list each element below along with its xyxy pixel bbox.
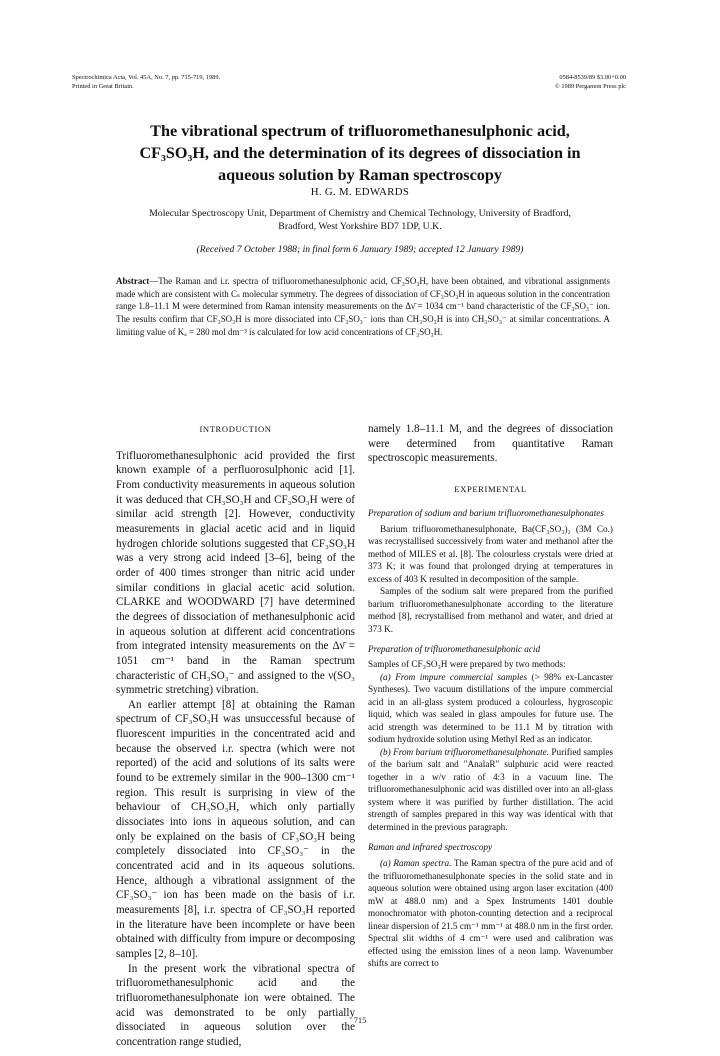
author-name: H. G. M. EDWARDS bbox=[310, 186, 410, 198]
salts-paragraph-2: Samples of the sodium salt were prepared from the purified barium trifluoromethanesulphonate according to the literature method [8], recrystallised from methanol and water, and dried at 373 K. bbox=[368, 586, 613, 634]
abstract-text: —The Raman and i.r. spectra of trifluoromethanesulphonic acid, CF₃SO₃H, have been obtained, and vibrational assignments made which are consistent with Cₛ molecular symmetry. The degrees of dissociation of CF₃SO₃H in aqueous solution in the concentration range 1.8–11.1 M were determined from Raman intensity measurements on the Δν̄ = 1034 cm⁻¹ band characteristic of the CF₃SO₃⁻ ion. The results confirm that CF₃SO₃H is more dissociated into CF₃SO₃⁻ ions than CH₃SO₃H is into CH₃SO₃⁻ at similar concentrations. A limiting value of Kₐ = 280 mol dm⁻³ is calculated for low acid concentrations of CF₃SO₃H. bbox=[116, 276, 610, 337]
title-line-3: aqueous solution by Raman spectroscopy bbox=[218, 166, 502, 184]
intro-continuation: namely 1.8–11.1 M, and the degrees of dissociation were determined from quantitative Raman spectroscopic measurements. bbox=[368, 423, 613, 465]
code-line-2: © 1989 Pergamon Press plc bbox=[554, 83, 626, 90]
abstract-label: Abstract bbox=[116, 276, 150, 286]
acid-method-a-label: (a) From impure commercial samples bbox=[380, 671, 528, 682]
subheading-acid: Preparation of trifluoromethanesulphonic acid bbox=[368, 644, 541, 655]
subheading-salts: Preparation of sodium and barium trifluoromethanesulphonates bbox=[368, 507, 604, 518]
intro-paragraph-1: Trifluoromethanesulphonic acid provided the first known example of a perfluorosulphonic acid [1]. From conductivity measurements in aqueous solution it was deduced that CH₃SO₃H and CF₃SO₃H were of similar acid strength [2]. However, conductivity measurements in glacial acetic acid and in liquid hydrogen chloride solutions suggested that CF₃SO₃H was a very strong acid indeed [3–6], being of the order of 400 times stronger than nitric acid under similar conditions in glacial acetic acid solution. CLARKE and WOODWARD [7] have determined the degrees of dissociation of methanesulphonic acid in aqueous solution at different acid concentrations from integrated intensity measurements on the Δν̄ = 1051 cm⁻¹ band in the Raman spectrum characteristic of CH₃SO₃⁻ and assigned to the ν(SO₃ symmetric stretching) vibration. bbox=[116, 449, 355, 697]
intro-paragraph-3: In the present work the vibrational spectra of trifluoromethanesulphonic acid and the trifluoromethanesulphonate ion were obtained. The acid was demonstrated to be only partially dissociated in aqueous solution over the concentration range studied, bbox=[116, 962, 355, 1048]
acid-paragraph-intro: Samples of CF₃SO₃H were prepared by two methods: bbox=[368, 659, 566, 670]
affiliation bbox=[90, 207, 630, 233]
acid-method-a bbox=[368, 671, 613, 746]
affiliation-line-1: Molecular Spectroscopy Unit, Department of Chemistry and Chemical Technology, University of Bradford, bbox=[149, 208, 571, 219]
intro-paragraph-2: An earlier attempt [8] at obtaining the Raman spectrum of CF₃SO₃H was unsuccessful because of fluorescent impurities in the concentrated acid and because the observed i.r. spectra (which were not reported) of the acid and solutions of its salts were found to be extremely similar in the 900–1300 cm⁻¹ region. This result is surprising in view of the behaviour of CH₃SO₃H, which only partially dissociates into ions in aqueous solution, and can only be explained on the basis of CF₃SO₃H being completely dissociated into CF₃SO₃⁻ in the concentrated acid and in its aqueous solutions. Hence, although a vibrational assignment of the CF₃SO₃⁻ ion has been made on the basis of i.r. measurements [8], i.r. spectra of CF₃SO₃H reported in the literature have been incomplete or have been obtained with difficulty from impure or decomposing samples [2, 8–10]. bbox=[116, 698, 355, 960]
journal-line-1: Spectrochimica Acta, Vol. 45A, No. 7, pp. 715-719, 1989. bbox=[72, 74, 221, 81]
abstract bbox=[116, 275, 610, 339]
acid-method-b-text: Purified samples of the barium salt and "AnalaR" sulphuric acid were reacted together in a w/v ratio of 4:3 in a vacuum line. The trifluoromethanesulphonic acid was distilled over into an all-glass system where it was purified by further distillation. The acid strength of samples prepared in this way was identical with that determined in the previous paragraph. bbox=[368, 746, 613, 832]
acid-method-a-text: (> 98% ex-Lancaster Syntheses). Two vacuum distillations of the impure commercial acid in an all-glass system produced a colourless, hygroscopic liquid, which was sealed in glass ampoules for future use. The acid strength was determined to be 11.1 M by titration with sodium hydroxide solution using Methyl Red as an indicator. bbox=[368, 671, 613, 745]
code-line-1: 0584-8539/89 $3.00+0.00 bbox=[559, 74, 626, 81]
left-column bbox=[116, 422, 355, 1050]
page-number: 715 bbox=[353, 1015, 367, 1025]
acid-method-b bbox=[368, 746, 613, 834]
raman-spectra-label: (a) Raman spectra. bbox=[380, 858, 452, 869]
journal-line-2: Printed in Great Britain. bbox=[72, 83, 134, 90]
raman-spectra-paragraph bbox=[368, 857, 613, 970]
received-dates: (Received 7 October 1988; in final form 6 January 1989; accepted 12 January 1989) bbox=[196, 244, 524, 255]
introduction-heading: INTRODUCTION bbox=[199, 424, 272, 434]
journal-citation bbox=[72, 73, 220, 91]
raman-spectra-text: The Raman spectra of the pure acid and of the trifluoromethanesulphonate species in the solid state and in aqueous solution were obtained using argon laser excitation (400 mW at 488.0 nm) and a Spex Instruments 1401 double monochromator with photon-counting detection and a reciprocal linear dispersion of 21.5 cm⁻¹ mm⁻¹ at 488.0 nm in the first order. Spectral slit widths of 4 cm⁻¹ were used and calibration was effected using the emission lines of a neon lamp. Wavenumber shifts are correct to bbox=[368, 858, 613, 969]
article-title bbox=[90, 120, 630, 186]
affiliation-line-2: Bradford, West Yorkshire BD7 1DP, U.K. bbox=[278, 221, 442, 232]
title-line-1: The vibrational spectrum of trifluoromethanesulphonic acid, bbox=[150, 122, 570, 140]
title-line-2: CF₃SO₃H, and the determination of its degrees of dissociation in bbox=[139, 144, 581, 162]
right-column bbox=[368, 422, 613, 970]
publisher-code bbox=[555, 73, 626, 91]
subheading-spectroscopy: Raman and infrared spectroscopy bbox=[368, 842, 493, 853]
acid-method-b-label: (b) From barium trifluoromethanesulphonate. bbox=[380, 746, 550, 757]
salts-paragraph-1: Barium trifluoromethanesulphonate, Ba(CF₃SO₃)₂ (3M Co.) was recrystallised successively from water and methanol after the method of MILES et al. [8]. The colourless crystals were dried at 373 K; it was found that prolonged drying at temperatures in excess of 403 K resulted in decomposition of the sample. bbox=[368, 523, 613, 584]
experimental-heading: EXPERIMENTAL bbox=[454, 483, 527, 494]
